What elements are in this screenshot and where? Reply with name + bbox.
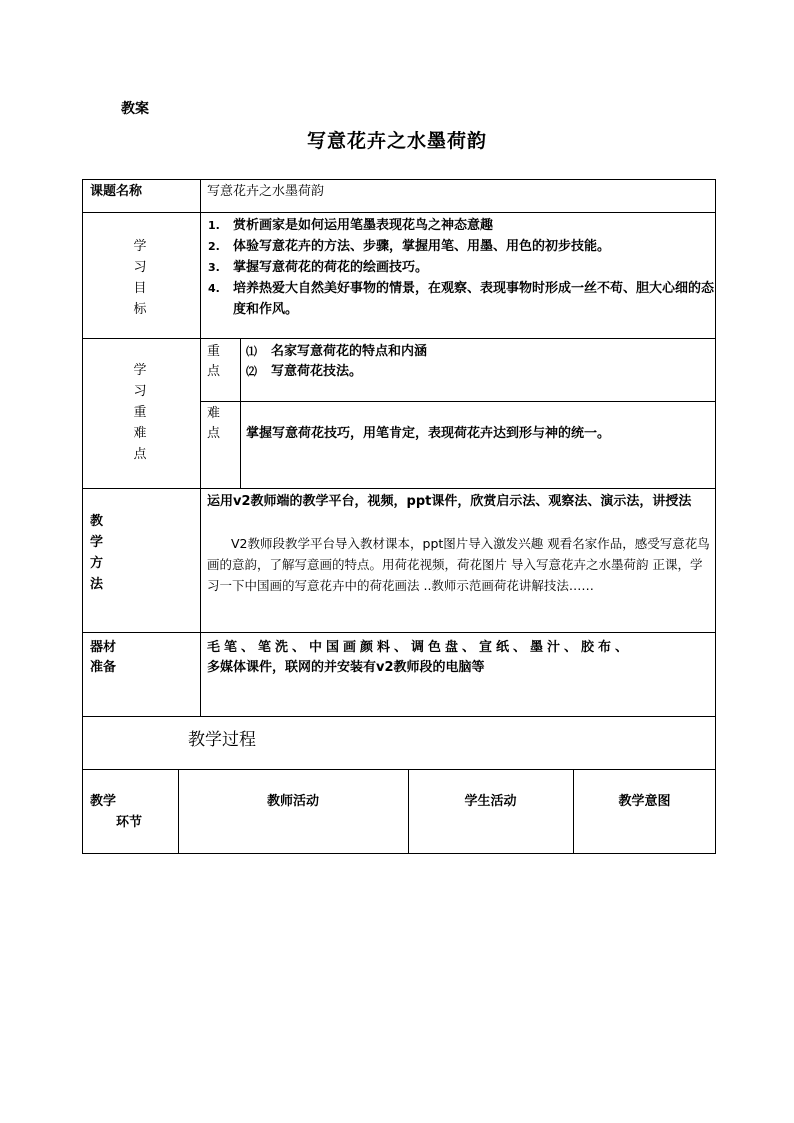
- row-divider: [82, 716, 716, 717]
- process-heading: 教学过程: [188, 730, 256, 750]
- key-points-label-char: 重: [207, 344, 221, 359]
- methods-label-char: 教: [90, 514, 104, 529]
- methods-detail: V2教师段教学平台导入教材课本，ppt图片导入激发兴趣 观看名家作品，感受写意花鸟画的意韵，了解写意画的特点。用荷花视频，荷花图片 导入写意花卉之水墨荷韵 正课，学习一下中国画的写意花卉中的荷花画法 ..教师示范画荷花讲解技法……: [207, 536, 710, 593]
- difficult-points-label-char: 点: [207, 426, 221, 441]
- row-divider: [82, 212, 716, 213]
- key-difficult-label-char: 点: [133, 447, 147, 462]
- list-item: [205, 257, 715, 278]
- methods-summary: 运用v2教师端的教学平台，视频，ppt课件，欣赏启示法、观察法、演示法，讲授法: [207, 494, 692, 509]
- objectives-label-char: 目: [133, 281, 147, 296]
- key-points-label-char: 点: [207, 364, 221, 379]
- list-item-number: ⑵: [246, 365, 257, 378]
- list-item-text: 掌握写意荷花的荷花的绘画技巧。: [233, 260, 429, 275]
- row-divider: [82, 632, 716, 633]
- list-item-number: 2.: [208, 240, 220, 253]
- list-item: [246, 362, 711, 382]
- topic-label: 课题名称: [90, 184, 143, 199]
- equipment-text-line1: 毛笔、笔洗、中国画颜料、调色盘、宣纸、墨汁、胶布、: [207, 640, 633, 655]
- list-item-text: 名家写意荷花的特点和内涵: [271, 344, 428, 359]
- key-difficult-label-char: 难: [133, 426, 147, 441]
- list-item-number: 3.: [208, 261, 220, 274]
- key-difficult-label-char: 学: [133, 363, 147, 378]
- key-difficult-label-char: 习: [133, 384, 147, 399]
- difficult-points-label-char: 难: [207, 406, 221, 421]
- objectives-label-char: 标: [133, 302, 147, 317]
- list-item-text: 体验写意花卉的方法、步骤，掌握用笔、用墨、用色的初步技能。: [233, 239, 611, 254]
- methods-label-char: 方: [90, 556, 104, 571]
- methods-label-char: 法: [90, 577, 104, 592]
- list-item: [246, 342, 711, 362]
- list-item: [205, 278, 715, 320]
- equipment-label-line2: 准备: [90, 660, 117, 675]
- topic-value: 写意花卉之水墨荷韵: [207, 184, 325, 199]
- process-stage-header-line1: 教学: [90, 794, 117, 809]
- column-divider: [240, 338, 241, 488]
- methods-label-char: 学: [90, 535, 104, 550]
- objectives-label-char: 学: [133, 239, 147, 254]
- list-item-number: 4.: [208, 282, 220, 295]
- row-divider: [82, 338, 716, 339]
- objectives-list: [205, 215, 715, 320]
- teacher-activity-header: 教师活动: [266, 794, 319, 809]
- list-item-text: 赏析画家是如何运用笔墨表现花鸟之神态意趣: [233, 218, 494, 233]
- equipment-text-line2: 多媒体课件，联网的并安装有v2教师段的电脑等: [207, 660, 485, 675]
- row-divider: [82, 488, 716, 489]
- document-label: 教案: [121, 101, 149, 117]
- list-item-number: 1.: [208, 219, 220, 232]
- list-item: [205, 236, 715, 257]
- key-points-list: [246, 342, 711, 382]
- key-difficult-label-char: 重: [133, 405, 147, 420]
- teaching-intent-header: 教学意图: [618, 794, 671, 809]
- difficult-points-text: 掌握写意荷花技巧，用笔肯定，表现荷花卉达到形与神的统一。: [246, 426, 611, 441]
- document-title: 写意花卉之水墨荷韵: [306, 130, 487, 152]
- objectives-label-char: 习: [133, 260, 147, 275]
- row-divider: [200, 401, 716, 402]
- process-stage-header-line2: 环节: [116, 815, 143, 830]
- list-item-text: 写意荷花技法。: [271, 364, 363, 379]
- list-item: [205, 215, 715, 236]
- equipment-label-line1: 器材: [90, 640, 117, 655]
- list-item-text: 培养热爱大自然美好事物的情景，在观察、表现事物时形成一丝不苟、胆大心细的态度和作风。: [233, 281, 715, 317]
- student-activity-header: 学生活动: [464, 794, 517, 809]
- column-divider: [200, 179, 201, 716]
- list-item-number: ⑴: [246, 345, 257, 358]
